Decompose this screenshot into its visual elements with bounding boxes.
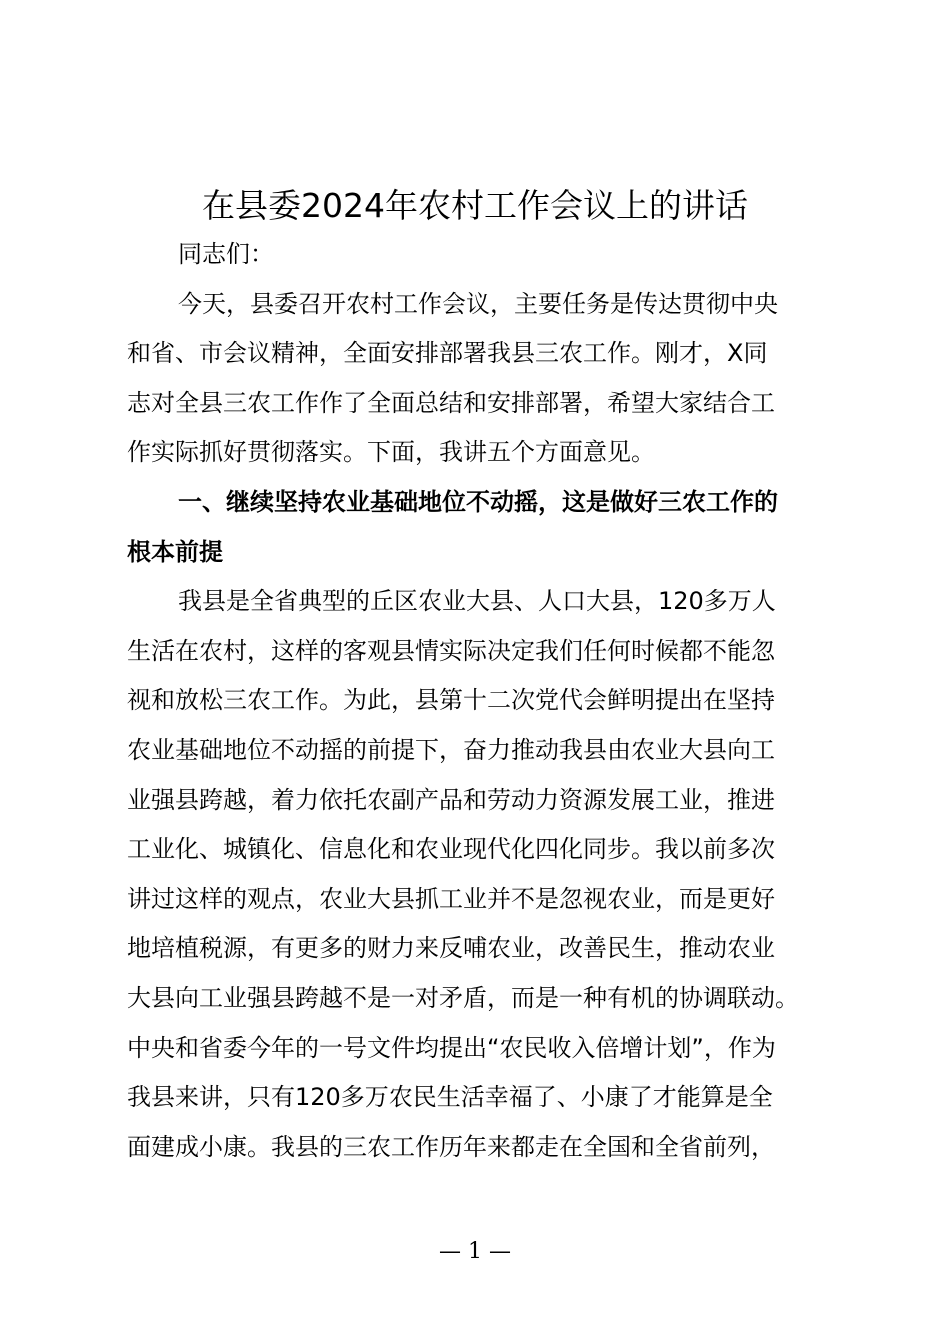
document-title: 在县委2024年农村工作会议上的讲话	[202, 186, 748, 225]
paragraph-line: 生活在农村，这样的客观县情实际决定我们任何时候都不能忽	[127, 636, 775, 665]
paragraph-line: 今天，县委召开农村工作会议，主要任务是传达贯彻中央	[178, 289, 778, 318]
paragraph-line: 面建成小康。我县的三农工作历年来都走在全国和全省前列，	[127, 1132, 775, 1161]
paragraph-line: 中央和省委今年的一号文件均提出“农民收入倍增计划”，作为	[127, 1033, 776, 1062]
paragraph-line: 我县是全省典型的丘区农业大县、人口大县，120多万人	[178, 587, 776, 616]
paragraph-line: 视和放松三农工作。为此，县第十二次党代会鲜明提出在坚持	[127, 686, 775, 715]
paragraph-line: 农业基础地位不动摇的前提下，奋力推动我县由农业大县向工	[127, 735, 775, 764]
paragraph-line: 作实际抓好贯彻落实。下面，我讲五个方面意见。	[127, 438, 655, 467]
document-body	[127, 230, 827, 1172]
paragraph-line: 大县向工业强县跨越不是一对矛盾，而是一种有机的协调联动。	[127, 983, 799, 1012]
section-heading-line: 根本前提	[127, 537, 223, 566]
paragraph-line: 志对全县三农工作作了全面总结和安排部署，希望大家结合工	[127, 388, 775, 417]
section-heading-line: 一、继续坚持农业基础地位不动摇，这是做好三农工作的	[178, 487, 778, 516]
paragraph-line: 业强县跨越，着力依托农副产品和劳动力资源发展工业，推进	[127, 785, 775, 814]
paragraph-line: 和省、市会议精神，全面安排部署我县三农工作。刚才，X同	[127, 339, 768, 368]
paragraph-line: 地培植税源，有更多的财力来反哺农业，改善民生，推动农业	[127, 934, 775, 963]
paragraph-line: 工业化、城镇化、信息化和农业现代化四化同步。我以前多次	[127, 835, 775, 864]
paragraph-line: 讲过这样的观点，农业大县抓工业并不是忽视农业，而是更好	[127, 884, 775, 913]
paragraph-line: 同志们：	[178, 240, 274, 268]
paragraph-line: 我县来讲，只有120多万农民生活幸福了、小康了才能算是全	[127, 1083, 773, 1112]
page-number: — 1 —	[439, 1239, 511, 1264]
